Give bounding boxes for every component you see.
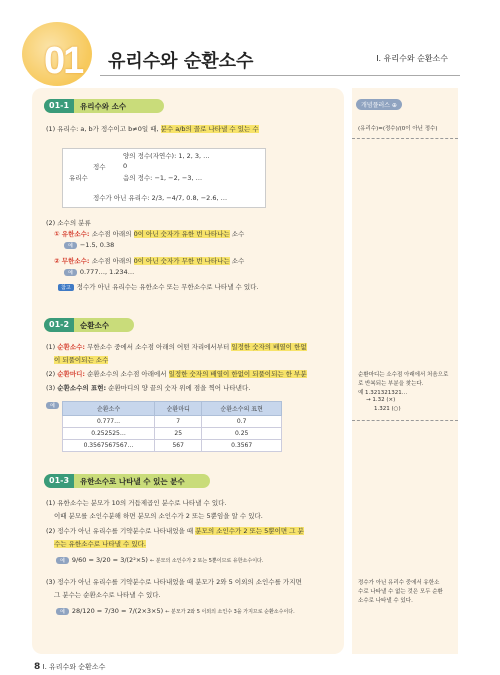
table-row xyxy=(63,428,282,440)
section-title-1: 유리수와 소수 xyxy=(80,101,127,111)
finite-label: ① 유한소수: xyxy=(54,230,92,238)
example-badge: 예 xyxy=(64,269,77,276)
class-root: 유리수 xyxy=(69,174,88,182)
page-title: 유리수와 순환소수 xyxy=(108,51,254,72)
period-def xyxy=(46,369,307,378)
example-badge: 예 xyxy=(56,557,69,564)
s3-example-1 xyxy=(56,556,263,564)
s3-l2b-hl: 수는 유한소수로 나타낼 수 있다. xyxy=(54,540,146,548)
side-note: 순환마디는 소수점 아래에서 처음으로 xyxy=(358,372,449,378)
notation-def xyxy=(46,383,250,392)
def-prefix: (1) 유리수: xyxy=(46,125,81,133)
s3-l2b xyxy=(54,539,146,548)
table-cell: 0.2̇5̇ xyxy=(202,428,282,440)
s3-l1: (1) 유한소수는 분모가 10의 거듭제곱인 분수로 나타낼 수 있다. xyxy=(46,499,227,507)
section-header-1 xyxy=(44,99,164,113)
s3-l3: (3) 정수가 아닌 유리수를 기약분수로 나타내었을 때 분모가 2와 5 이외의 소인수를 가지면 xyxy=(46,578,302,586)
repeating-table xyxy=(62,401,282,452)
section-number-3: 01-3 xyxy=(44,474,74,488)
table-cell: 0.35̇67̇ xyxy=(202,440,282,452)
side-note: 소수로 나타낼 수 있다. xyxy=(358,598,413,604)
infinite-end: 소수 xyxy=(229,257,245,265)
decimal-classification: (2) 소수의 분류 xyxy=(46,219,91,227)
infinite-hl: 0이 아닌 숫자가 무한 번 나타나는 xyxy=(133,257,230,265)
l3-term: 순환소수의 표현: xyxy=(57,384,107,392)
l2-pre: (2) xyxy=(46,370,58,378)
side-note: → 1.3̇2 (×) xyxy=(366,397,396,403)
l3-text: 순환마디의 양 끝의 숫자 위에 점을 찍어 나타낸다. xyxy=(106,384,251,392)
class-zero: 0 xyxy=(123,162,128,170)
class-pos: 양의 정수(자연수): 1, 2, 3, … xyxy=(123,152,210,160)
s3-example-2 xyxy=(56,607,295,615)
class-int: 정수 xyxy=(93,163,106,171)
section-number-1: 01-1 xyxy=(44,99,74,113)
section-header-2 xyxy=(44,318,134,332)
class-neg: 음의 정수: −1, −2, −3, … xyxy=(123,174,203,182)
infinite-example xyxy=(64,268,134,276)
section-header-3 xyxy=(44,474,210,488)
side-divider xyxy=(352,138,458,139)
repeating-def xyxy=(46,342,307,351)
infinite-ex-text: 0.777…, 1.234… xyxy=(79,268,135,276)
classification-box xyxy=(62,148,266,208)
section-number-2: 01-2 xyxy=(44,318,74,332)
side-note: 로 반복되는 부분을 찾는다. xyxy=(358,381,424,387)
section-number: 01 xyxy=(44,40,83,82)
table-cell: 0.252525… xyxy=(63,428,155,440)
table-header xyxy=(63,402,282,416)
table-cell: 25 xyxy=(155,428,202,440)
note-badge: 참고 xyxy=(58,284,74,291)
page-number: 8 xyxy=(34,662,41,672)
l1-pre: (1) xyxy=(46,343,58,351)
table-row xyxy=(63,440,282,452)
example-badge: 예 xyxy=(46,402,59,409)
side-note: 1.3̇21̇ (○) xyxy=(374,406,401,412)
concept-plus-text: 개념플러스 xyxy=(361,102,390,109)
side-ref: (유리수)=(정수)/(0이 아닌 정수) xyxy=(358,126,438,132)
table-row xyxy=(63,416,282,428)
finite-hl: 0이 아닌 숫자가 유한 번 나타나는 xyxy=(133,230,230,238)
table-cell: 0.7̇ xyxy=(202,416,282,428)
s3-l2-pre: (2) 정수가 아닌 유리수를 기약분수로 나타내었을 때 xyxy=(46,527,196,535)
section-title-2: 순환소수 xyxy=(80,320,110,330)
l3-pre: (3) xyxy=(46,384,58,392)
l1-term: 순환소수: xyxy=(57,343,85,351)
l2-term: 순환마디: xyxy=(57,370,85,378)
footer xyxy=(34,662,105,672)
s3-l2 xyxy=(46,526,304,535)
l1b-hl: 이 되풀이되는 소수 xyxy=(54,356,109,364)
side-divider xyxy=(352,420,458,421)
example-badge: 예 xyxy=(56,608,69,615)
repeating-def-cont xyxy=(54,355,108,364)
s3-l1b: 이때 분모를 소인수분해 하면 분모의 소인수가 2 또는 5뿐임을 알 수 있다. xyxy=(54,512,263,520)
finite-ex-text: −1.5, 0.38 xyxy=(79,241,115,249)
chapter-label: I. 유리수와 순환소수 xyxy=(376,54,448,63)
def-highlight: 분수 a/b의 꼴로 나타낼 수 있는 수 xyxy=(160,125,259,133)
rational-definition xyxy=(46,124,259,133)
side-note: 수로 나타낼 수 없는 것은 모두 순환 xyxy=(358,589,443,595)
concept-plus-label xyxy=(356,99,402,110)
l1-text: 무한소수 중에서 소수점 아래의 어떤 자리에서부터 xyxy=(85,343,232,351)
plus-icon: ⊕ xyxy=(391,102,397,109)
s3-l3b: 그 분수는 순환소수로 나타낼 수 있다. xyxy=(54,591,161,599)
ex1-note: ← 분모의 소인수가 2 또는 5뿐이므로 유한소수이다. xyxy=(150,558,264,564)
l2-hl: 일정한 숫자의 배열이 한없이 되풀이되는 한 부분 xyxy=(168,370,307,378)
infinite-text: 소수점 아래의 xyxy=(91,257,134,265)
table-cell: 567 xyxy=(155,440,202,452)
infinite-decimal xyxy=(54,256,244,265)
ex2-expr: 28/120 = 7/30 = 7/(2×3×5) xyxy=(71,607,164,615)
note xyxy=(58,282,259,291)
example-badge: 예 xyxy=(64,242,77,249)
side-note: 예 1.321321321… xyxy=(358,390,408,396)
finite-end: 소수 xyxy=(229,230,245,238)
l2-text: 순환소수의 소수점 아래에서 xyxy=(85,370,169,378)
header-divider xyxy=(100,75,460,76)
ex1-expr: 9/60 = 3/20 = 3/(2²×5) xyxy=(71,556,148,564)
footer-text: I. 유리수와 순환소수 xyxy=(42,663,106,671)
class-nonint: 정수가 아닌 유리수: 2/3, −4/7, 0.8, −2.6, … xyxy=(93,194,228,202)
def-text: a, b가 정수이고 b≠0일 때, xyxy=(80,125,161,133)
table-cell: 0.777… xyxy=(63,416,155,428)
finite-decimal xyxy=(54,229,244,238)
ex2-note: ← 분모가 2와 5 이외의 소인수 3을 가지므로 순환소수이다. xyxy=(165,609,295,615)
infinite-label: ② 무한소수: xyxy=(54,257,92,265)
table-cell: 7 xyxy=(155,416,202,428)
col-header: 순환소수 xyxy=(63,402,155,416)
col-header: 순환소수의 표현 xyxy=(202,402,282,416)
side-note: 정수가 아닌 유리수 중에서 유한소 xyxy=(358,580,440,586)
note-text: 정수가 아닌 유리수는 유한소수 또는 무한소수로 나타낼 수 있다. xyxy=(76,283,259,291)
col-header: 순환마디 xyxy=(155,402,202,416)
finite-text: 소수점 아래의 xyxy=(91,230,134,238)
finite-example xyxy=(64,241,114,249)
table-example-badge xyxy=(46,401,62,409)
s3-l2-hl: 분모의 소인수가 2 또는 5뿐이면 그 분 xyxy=(195,527,304,535)
table-cell: 0.3567567567… xyxy=(63,440,155,452)
l1-hl: 일정한 숫자의 배열이 한없 xyxy=(231,343,307,351)
section-title-3: 유한소수로 나타낼 수 있는 분수 xyxy=(80,476,185,486)
